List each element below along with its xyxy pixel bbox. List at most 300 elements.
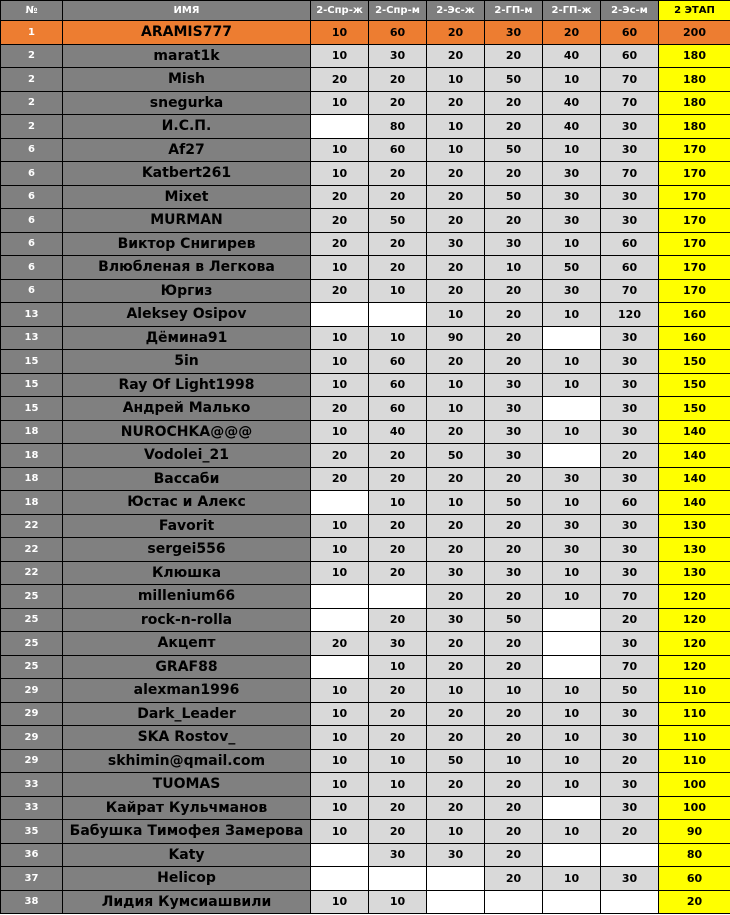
table-row bbox=[1, 185, 730, 209]
score-cell: 20 bbox=[485, 115, 543, 139]
table-row bbox=[1, 867, 730, 891]
score-cell: 30 bbox=[543, 162, 601, 186]
score-cell: 20 bbox=[427, 350, 485, 374]
score-cell: 40 bbox=[369, 420, 427, 444]
score-cell: 30 bbox=[427, 561, 485, 585]
score-cell: 30 bbox=[601, 420, 659, 444]
table-row bbox=[1, 326, 730, 350]
table-row bbox=[1, 585, 730, 609]
score-cell: 30 bbox=[601, 326, 659, 350]
score-cell: 10 bbox=[311, 820, 369, 844]
rank-cell: 29 bbox=[1, 726, 63, 750]
score-cell: 50 bbox=[369, 209, 427, 233]
table-row bbox=[1, 514, 730, 538]
table-row bbox=[1, 91, 730, 115]
player-name-cell: rock-n-rolla bbox=[63, 608, 311, 632]
score-cell: 30 bbox=[601, 867, 659, 891]
score-cell: 10 bbox=[485, 679, 543, 703]
score-cell: 10 bbox=[311, 91, 369, 115]
score-cell: 30 bbox=[485, 420, 543, 444]
player-name-cell: Вассаби bbox=[63, 467, 311, 491]
header-name: ИМЯ bbox=[63, 1, 311, 21]
rank-cell: 22 bbox=[1, 561, 63, 585]
player-name-cell: Aleksey Osipov bbox=[63, 303, 311, 327]
rank-cell: 2 bbox=[1, 91, 63, 115]
player-name-cell: sergei556 bbox=[63, 538, 311, 562]
score-cell bbox=[543, 444, 601, 468]
score-cell: 30 bbox=[427, 608, 485, 632]
score-cell: 20 bbox=[485, 726, 543, 750]
table-row bbox=[1, 420, 730, 444]
rank-cell: 6 bbox=[1, 162, 63, 186]
table-row bbox=[1, 773, 730, 797]
score-cell: 60 bbox=[369, 373, 427, 397]
score-cell: 30 bbox=[485, 561, 543, 585]
score-cell: 60 bbox=[601, 44, 659, 68]
score-cell: 10 bbox=[427, 373, 485, 397]
score-cell: 20 bbox=[427, 773, 485, 797]
score-cell: 10 bbox=[369, 773, 427, 797]
score-cell: 20 bbox=[369, 608, 427, 632]
score-cell: 20 bbox=[427, 585, 485, 609]
score-cell: 30 bbox=[601, 115, 659, 139]
score-cell: 30 bbox=[485, 373, 543, 397]
score-cell: 10 bbox=[311, 726, 369, 750]
score-cell: 10 bbox=[543, 68, 601, 92]
total-cell: 180 bbox=[659, 44, 730, 68]
score-cell: 20 bbox=[311, 632, 369, 656]
score-cell: 10 bbox=[427, 397, 485, 421]
rank-cell: 18 bbox=[1, 444, 63, 468]
score-cell: 20 bbox=[601, 608, 659, 632]
score-cell bbox=[311, 585, 369, 609]
score-cell: 50 bbox=[485, 68, 543, 92]
header-total: 2 ЭТАП bbox=[659, 1, 730, 21]
score-cell: 30 bbox=[427, 232, 485, 256]
score-cell: 70 bbox=[601, 91, 659, 115]
score-cell: 20 bbox=[427, 655, 485, 679]
score-cell: 30 bbox=[601, 185, 659, 209]
player-name-cell: Клюшка bbox=[63, 561, 311, 585]
score-cell: 30 bbox=[601, 467, 659, 491]
score-cell: 20 bbox=[485, 162, 543, 186]
table-row bbox=[1, 138, 730, 162]
header-col: 2-Спр-ж bbox=[311, 1, 369, 21]
score-cell: 20 bbox=[485, 279, 543, 303]
score-cell: 20 bbox=[369, 514, 427, 538]
score-cell: 50 bbox=[543, 256, 601, 280]
table-header bbox=[1, 1, 730, 21]
total-cell: 110 bbox=[659, 679, 730, 703]
rank-cell: 37 bbox=[1, 867, 63, 891]
score-cell: 10 bbox=[543, 373, 601, 397]
score-cell: 20 bbox=[485, 843, 543, 867]
score-cell: 10 bbox=[311, 350, 369, 374]
score-cell: 20 bbox=[369, 679, 427, 703]
table-row bbox=[1, 749, 730, 773]
score-cell: 10 bbox=[311, 538, 369, 562]
score-cell: 20 bbox=[485, 632, 543, 656]
score-cell: 10 bbox=[543, 726, 601, 750]
rank-cell: 6 bbox=[1, 279, 63, 303]
player-name-cell: Юргиз bbox=[63, 279, 311, 303]
table-row bbox=[1, 68, 730, 92]
total-cell: 170 bbox=[659, 256, 730, 280]
score-cell: 20 bbox=[485, 585, 543, 609]
table-row bbox=[1, 115, 730, 139]
score-cell: 20 bbox=[311, 444, 369, 468]
table-row bbox=[1, 655, 730, 679]
score-cell: 10 bbox=[485, 256, 543, 280]
player-name-cell: Favorit bbox=[63, 514, 311, 538]
score-cell: 10 bbox=[369, 655, 427, 679]
score-cell: 10 bbox=[311, 702, 369, 726]
rank-cell: 18 bbox=[1, 491, 63, 515]
header-col: 2-ГП-м bbox=[485, 1, 543, 21]
score-cell: 10 bbox=[543, 867, 601, 891]
rank-cell: 6 bbox=[1, 209, 63, 233]
table-row bbox=[1, 162, 730, 186]
table-row bbox=[1, 726, 730, 750]
score-cell bbox=[543, 326, 601, 350]
total-cell: 170 bbox=[659, 138, 730, 162]
score-cell: 10 bbox=[427, 820, 485, 844]
rank-cell: 25 bbox=[1, 632, 63, 656]
table-row bbox=[1, 561, 730, 585]
rank-cell: 36 bbox=[1, 843, 63, 867]
score-cell: 10 bbox=[543, 420, 601, 444]
score-cell: 10 bbox=[369, 326, 427, 350]
score-cell: 20 bbox=[485, 773, 543, 797]
score-cell: 20 bbox=[485, 209, 543, 233]
score-cell: 30 bbox=[369, 843, 427, 867]
score-cell: 90 bbox=[427, 326, 485, 350]
total-cell: 100 bbox=[659, 773, 730, 797]
score-cell: 10 bbox=[311, 561, 369, 585]
score-cell: 10 bbox=[543, 232, 601, 256]
rank-cell: 18 bbox=[1, 420, 63, 444]
rank-cell: 6 bbox=[1, 256, 63, 280]
rank-cell: 38 bbox=[1, 890, 63, 914]
score-cell: 120 bbox=[601, 303, 659, 327]
total-cell: 110 bbox=[659, 749, 730, 773]
score-cell: 10 bbox=[543, 585, 601, 609]
score-cell: 20 bbox=[369, 561, 427, 585]
total-cell: 180 bbox=[659, 91, 730, 115]
score-cell: 20 bbox=[601, 749, 659, 773]
score-cell: 20 bbox=[427, 514, 485, 538]
score-cell: 20 bbox=[311, 68, 369, 92]
score-cell bbox=[311, 843, 369, 867]
score-cell: 20 bbox=[485, 820, 543, 844]
score-cell: 60 bbox=[601, 232, 659, 256]
table-row bbox=[1, 843, 730, 867]
player-name-cell: Кайрат Кульчманов bbox=[63, 796, 311, 820]
score-cell: 10 bbox=[311, 256, 369, 280]
player-name-cell: alexman1996 bbox=[63, 679, 311, 703]
rank-cell: 22 bbox=[1, 514, 63, 538]
score-cell bbox=[311, 115, 369, 139]
score-cell bbox=[543, 608, 601, 632]
table-row bbox=[1, 702, 730, 726]
score-cell: 20 bbox=[311, 397, 369, 421]
total-cell: 140 bbox=[659, 420, 730, 444]
player-name-cell: Влюбленая в Легкова bbox=[63, 256, 311, 280]
score-cell: 30 bbox=[601, 373, 659, 397]
table-row bbox=[1, 608, 730, 632]
score-cell: 50 bbox=[485, 138, 543, 162]
player-name-cell: ARAMIS777 bbox=[63, 21, 311, 45]
score-cell: 20 bbox=[311, 209, 369, 233]
score-cell bbox=[485, 890, 543, 914]
score-cell: 10 bbox=[311, 326, 369, 350]
score-cell: 20 bbox=[485, 702, 543, 726]
score-cell: 50 bbox=[485, 185, 543, 209]
score-cell: 10 bbox=[369, 749, 427, 773]
player-name-cell: Mish bbox=[63, 68, 311, 92]
score-cell: 20 bbox=[369, 162, 427, 186]
score-cell: 20 bbox=[311, 232, 369, 256]
score-cell: 10 bbox=[543, 679, 601, 703]
player-name-cell: Af27 bbox=[63, 138, 311, 162]
player-name-cell: snegurka bbox=[63, 91, 311, 115]
score-cell: 20 bbox=[427, 279, 485, 303]
score-cell: 20 bbox=[427, 702, 485, 726]
total-cell: 170 bbox=[659, 232, 730, 256]
total-cell: 160 bbox=[659, 303, 730, 327]
player-name-cell: Dark_Leader bbox=[63, 702, 311, 726]
score-cell: 20 bbox=[427, 420, 485, 444]
score-cell: 10 bbox=[311, 749, 369, 773]
score-cell: 20 bbox=[369, 185, 427, 209]
score-cell: 30 bbox=[485, 232, 543, 256]
score-cell: 30 bbox=[601, 726, 659, 750]
score-cell bbox=[543, 843, 601, 867]
score-cell: 30 bbox=[427, 843, 485, 867]
score-cell bbox=[369, 867, 427, 891]
header-rank: № bbox=[1, 1, 63, 21]
score-cell: 20 bbox=[427, 91, 485, 115]
total-cell: 110 bbox=[659, 702, 730, 726]
score-cell: 30 bbox=[485, 444, 543, 468]
player-name-cell: Виктор Снигирев bbox=[63, 232, 311, 256]
score-cell bbox=[543, 655, 601, 679]
total-cell: 150 bbox=[659, 350, 730, 374]
rank-cell: 13 bbox=[1, 326, 63, 350]
score-cell: 10 bbox=[543, 773, 601, 797]
score-cell: 50 bbox=[601, 679, 659, 703]
player-name-cell: MURMAN bbox=[63, 209, 311, 233]
rank-cell: 2 bbox=[1, 44, 63, 68]
score-cell: 10 bbox=[427, 138, 485, 162]
score-cell: 30 bbox=[543, 185, 601, 209]
score-cell bbox=[311, 491, 369, 515]
score-cell: 10 bbox=[311, 890, 369, 914]
rank-cell: 29 bbox=[1, 679, 63, 703]
score-cell: 60 bbox=[369, 350, 427, 374]
score-cell bbox=[369, 585, 427, 609]
score-cell: 30 bbox=[601, 514, 659, 538]
score-cell: 10 bbox=[427, 68, 485, 92]
score-cell: 10 bbox=[543, 138, 601, 162]
rank-cell: 25 bbox=[1, 608, 63, 632]
score-cell: 10 bbox=[543, 303, 601, 327]
score-cell: 10 bbox=[311, 21, 369, 45]
rank-cell: 15 bbox=[1, 397, 63, 421]
score-cell bbox=[601, 843, 659, 867]
table-row bbox=[1, 491, 730, 515]
total-cell: 170 bbox=[659, 209, 730, 233]
score-cell bbox=[311, 608, 369, 632]
score-cell: 10 bbox=[311, 514, 369, 538]
score-cell: 30 bbox=[543, 538, 601, 562]
rank-cell: 2 bbox=[1, 115, 63, 139]
rank-cell: 6 bbox=[1, 232, 63, 256]
rank-cell: 29 bbox=[1, 702, 63, 726]
score-cell: 20 bbox=[369, 444, 427, 468]
table-row bbox=[1, 232, 730, 256]
score-cell: 10 bbox=[311, 138, 369, 162]
score-cell: 30 bbox=[601, 209, 659, 233]
score-cell: 60 bbox=[601, 21, 659, 45]
score-cell: 20 bbox=[369, 538, 427, 562]
total-cell: 170 bbox=[659, 279, 730, 303]
total-cell: 170 bbox=[659, 185, 730, 209]
player-name-cell: millenium66 bbox=[63, 585, 311, 609]
score-cell: 80 bbox=[369, 115, 427, 139]
score-cell: 60 bbox=[601, 491, 659, 515]
table-row bbox=[1, 538, 730, 562]
player-name-cell: Юстас и Алекс bbox=[63, 491, 311, 515]
score-cell: 20 bbox=[601, 444, 659, 468]
score-cell: 10 bbox=[543, 749, 601, 773]
score-cell bbox=[427, 890, 485, 914]
total-cell: 120 bbox=[659, 655, 730, 679]
score-cell: 20 bbox=[543, 21, 601, 45]
score-cell: 70 bbox=[601, 68, 659, 92]
score-cell: 60 bbox=[369, 21, 427, 45]
player-name-cell: И.С.П. bbox=[63, 115, 311, 139]
total-cell: 170 bbox=[659, 162, 730, 186]
score-cell: 10 bbox=[311, 373, 369, 397]
score-cell: 30 bbox=[369, 632, 427, 656]
table-row bbox=[1, 467, 730, 491]
table-row bbox=[1, 350, 730, 374]
rank-cell: 33 bbox=[1, 796, 63, 820]
score-cell: 70 bbox=[601, 585, 659, 609]
table-row bbox=[1, 256, 730, 280]
score-cell: 20 bbox=[369, 256, 427, 280]
score-cell: 50 bbox=[427, 444, 485, 468]
score-cell: 30 bbox=[369, 44, 427, 68]
header-col: 2-ГП-ж bbox=[543, 1, 601, 21]
player-name-cell: Бабушка Тимофея Замерова bbox=[63, 820, 311, 844]
score-cell: 20 bbox=[485, 326, 543, 350]
score-cell: 10 bbox=[543, 561, 601, 585]
rank-cell: 6 bbox=[1, 138, 63, 162]
score-cell: 20 bbox=[485, 867, 543, 891]
total-cell: 120 bbox=[659, 632, 730, 656]
score-cell: 30 bbox=[543, 467, 601, 491]
player-name-cell: Katy bbox=[63, 843, 311, 867]
player-name-cell: 5in bbox=[63, 350, 311, 374]
score-cell: 20 bbox=[485, 538, 543, 562]
score-cell: 10 bbox=[311, 773, 369, 797]
player-name-cell: GRAF88 bbox=[63, 655, 311, 679]
score-cell: 10 bbox=[427, 679, 485, 703]
table-row bbox=[1, 373, 730, 397]
table-row bbox=[1, 397, 730, 421]
rank-cell: 2 bbox=[1, 68, 63, 92]
score-cell: 10 bbox=[543, 491, 601, 515]
score-cell: 20 bbox=[601, 820, 659, 844]
player-name-cell: TUOMAS bbox=[63, 773, 311, 797]
rank-cell: 35 bbox=[1, 820, 63, 844]
score-cell: 20 bbox=[427, 726, 485, 750]
rank-cell: 1 bbox=[1, 21, 63, 45]
score-cell: 20 bbox=[369, 232, 427, 256]
table-row bbox=[1, 444, 730, 468]
score-cell: 30 bbox=[601, 796, 659, 820]
score-cell: 20 bbox=[427, 209, 485, 233]
score-cell bbox=[311, 303, 369, 327]
player-name-cell: Лидия Кумсиашвили bbox=[63, 890, 311, 914]
rank-cell: 18 bbox=[1, 467, 63, 491]
score-cell: 30 bbox=[601, 350, 659, 374]
score-cell: 20 bbox=[311, 185, 369, 209]
header-col: 2-Эс-ж bbox=[427, 1, 485, 21]
score-cell: 10 bbox=[311, 679, 369, 703]
total-cell: 90 bbox=[659, 820, 730, 844]
score-cell: 70 bbox=[601, 162, 659, 186]
rank-cell: 25 bbox=[1, 585, 63, 609]
total-cell: 160 bbox=[659, 326, 730, 350]
score-cell: 10 bbox=[427, 491, 485, 515]
score-cell: 60 bbox=[369, 138, 427, 162]
total-cell: 120 bbox=[659, 608, 730, 632]
total-cell: 100 bbox=[659, 796, 730, 820]
total-cell: 140 bbox=[659, 444, 730, 468]
score-cell: 20 bbox=[369, 702, 427, 726]
score-cell: 40 bbox=[543, 44, 601, 68]
score-cell: 20 bbox=[311, 279, 369, 303]
score-cell: 10 bbox=[369, 279, 427, 303]
score-cell: 30 bbox=[543, 514, 601, 538]
score-cell: 30 bbox=[601, 773, 659, 797]
score-cell: 50 bbox=[485, 491, 543, 515]
score-cell: 20 bbox=[427, 21, 485, 45]
rank-cell: 6 bbox=[1, 185, 63, 209]
score-cell: 30 bbox=[601, 138, 659, 162]
score-cell: 10 bbox=[369, 890, 427, 914]
score-cell: 10 bbox=[311, 796, 369, 820]
score-cell: 10 bbox=[543, 350, 601, 374]
score-cell bbox=[543, 890, 601, 914]
rank-cell: 15 bbox=[1, 373, 63, 397]
score-cell: 10 bbox=[485, 749, 543, 773]
score-cell bbox=[543, 397, 601, 421]
total-cell: 80 bbox=[659, 843, 730, 867]
score-cell bbox=[601, 890, 659, 914]
score-cell: 20 bbox=[427, 162, 485, 186]
score-cell: 20 bbox=[485, 44, 543, 68]
player-name-cell: Helicop bbox=[63, 867, 311, 891]
player-name-cell: NUROCHKA@@@ bbox=[63, 420, 311, 444]
score-cell: 60 bbox=[369, 397, 427, 421]
table-row bbox=[1, 209, 730, 233]
score-cell: 10 bbox=[543, 820, 601, 844]
score-cell bbox=[311, 867, 369, 891]
